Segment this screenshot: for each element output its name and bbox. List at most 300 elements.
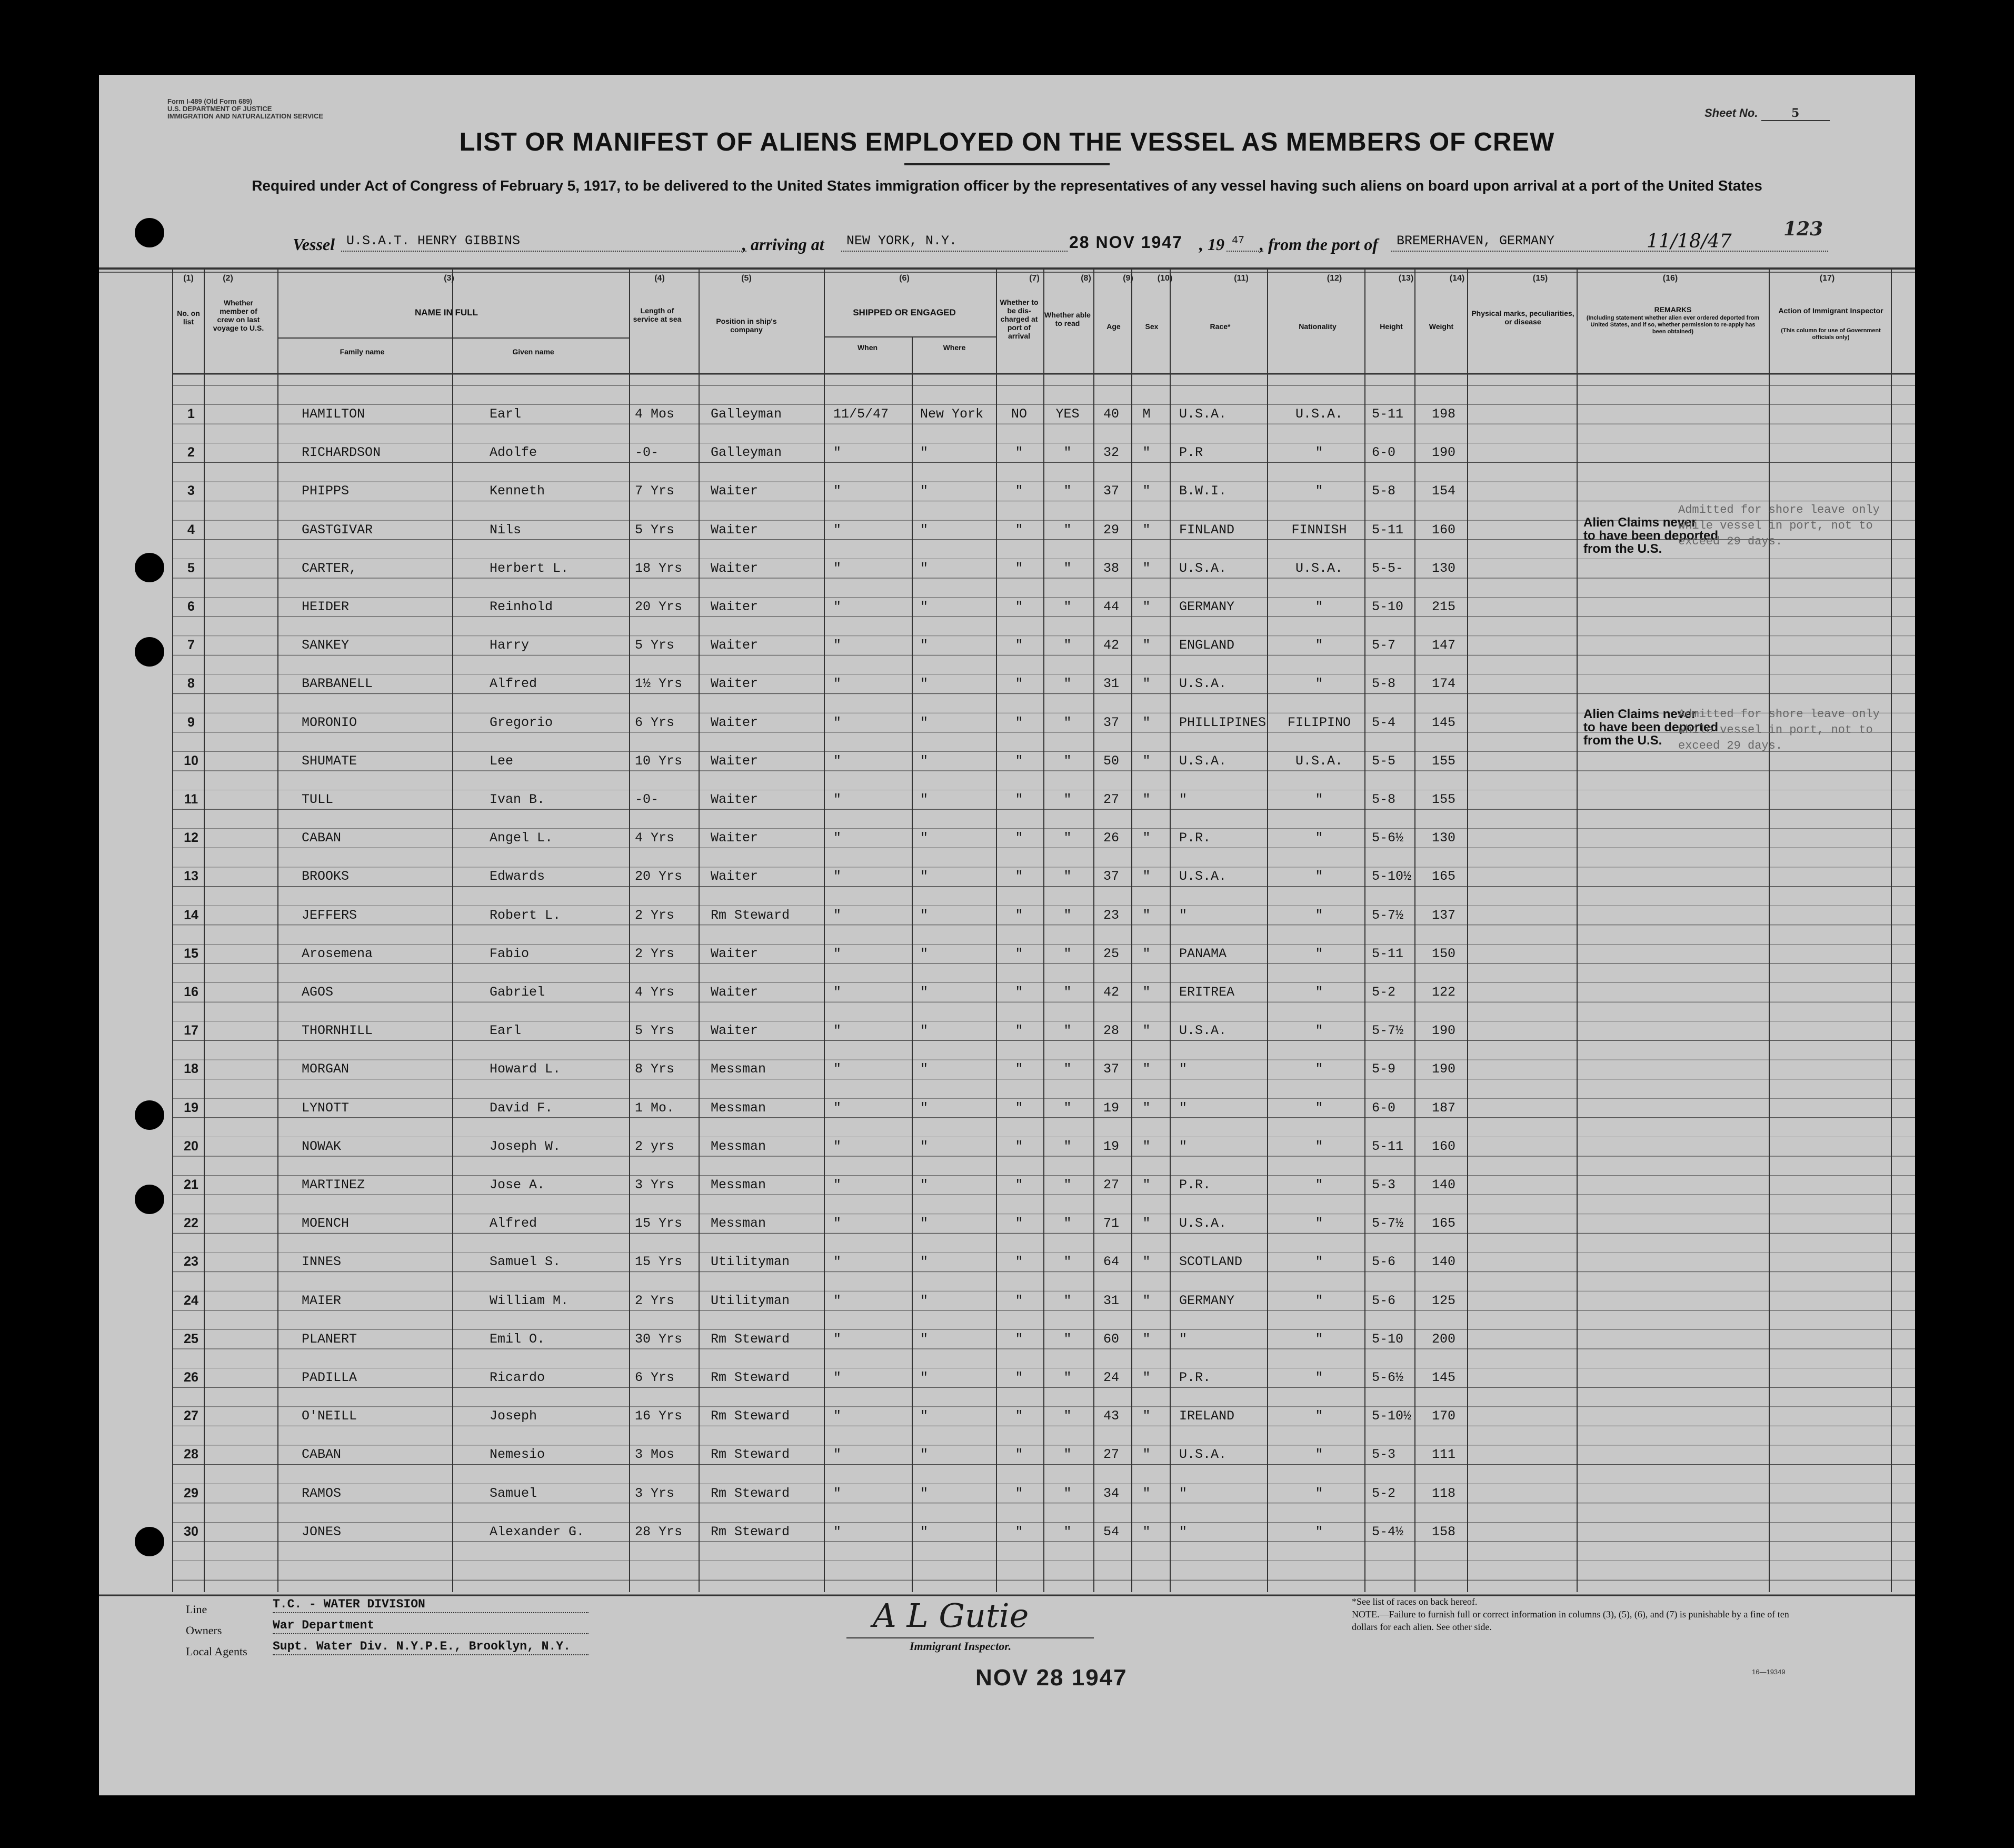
cell-height: 5-3	[1372, 1177, 1396, 1193]
cell-discharged: "	[1015, 1254, 1023, 1270]
cell-read: "	[1063, 714, 1072, 730]
cell-given: Robert L.	[490, 907, 561, 923]
cell-no: 25	[184, 1331, 198, 1346]
cell-race: P.R	[1179, 445, 1203, 461]
cell-sex: "	[1142, 753, 1151, 769]
col-number: (17)	[1819, 274, 1835, 283]
table-row	[99, 821, 1915, 858]
cell-no: 19	[184, 1100, 198, 1115]
cell-nationality: "	[1315, 1485, 1323, 1501]
table-row	[99, 782, 1915, 819]
cell-where: "	[920, 792, 929, 807]
cell-age: 19	[1103, 1100, 1120, 1116]
cell-service: 5 Yrs	[635, 1023, 675, 1039]
from-port: BREMERHAVEN, GERMANY	[1391, 232, 1828, 252]
cell-service: 20 Yrs	[635, 869, 683, 885]
cell-nationality: "	[1315, 1138, 1323, 1154]
cell-service: 6 Yrs	[635, 714, 675, 730]
cell-weight: 150	[1432, 946, 1456, 961]
cell-no: 1	[187, 406, 195, 421]
cell-no: 9	[187, 714, 195, 730]
cell-discharged: "	[1015, 869, 1023, 885]
cell-height: 5-11	[1372, 522, 1404, 538]
cell-sex: "	[1142, 907, 1151, 923]
cell-discharged: "	[1015, 753, 1023, 769]
cell-read: "	[1063, 830, 1072, 846]
cell-height: 5-2	[1372, 985, 1396, 1000]
cell-no: 13	[184, 869, 198, 884]
page-title: LIST OR MANIFEST OF ALIENS EMPLOYED ON THE VESSEL AS MEMBERS OF CREW	[459, 128, 1555, 156]
cell-age: 25	[1103, 946, 1120, 961]
cell-height: 5-7½	[1372, 1216, 1404, 1231]
line-value: T.C. - WATER DIVISION	[273, 1596, 589, 1613]
cell-given: Reinhold	[490, 599, 553, 614]
cell-no: 11	[184, 792, 198, 807]
cell-sex: M	[1142, 406, 1151, 422]
cell-where: "	[920, 1331, 929, 1347]
agents-value: Supt. Water Div. N.Y.P.E., Brooklyn, N.Y.	[273, 1638, 589, 1655]
cell-family: MAIER	[302, 1293, 342, 1308]
cell-weight: 160	[1432, 1138, 1456, 1154]
cell-no: 22	[184, 1216, 198, 1231]
cell-no: 29	[184, 1485, 198, 1501]
cell-weight: 122	[1432, 985, 1456, 1000]
cell-service: 4 Yrs	[635, 985, 675, 1000]
cell-no: 28	[184, 1447, 198, 1462]
cell-sex: "	[1142, 1293, 1151, 1308]
cell-family: NOWAK	[302, 1138, 342, 1154]
cell-service: 3 Mos	[635, 1447, 675, 1463]
cell-weight: 190	[1432, 1061, 1456, 1077]
cell-family: PLANERT	[302, 1331, 357, 1347]
cell-nationality: "	[1315, 985, 1323, 1000]
year-label: , 19	[1199, 235, 1224, 254]
cell-nationality: "	[1315, 1447, 1323, 1463]
cell-where: "	[920, 1254, 929, 1270]
owners-value: War Department	[273, 1617, 589, 1634]
cell-no: 4	[187, 522, 195, 537]
cell-height: 5-11	[1372, 406, 1404, 422]
cell-age: 31	[1103, 1293, 1120, 1308]
header-weight: Weight	[1429, 322, 1454, 331]
cell-read: "	[1063, 985, 1072, 1000]
cell-where: "	[920, 985, 929, 1000]
header-nationality: Nationality	[1299, 322, 1337, 331]
arriving-port: NEW YORK, N.Y.	[841, 232, 1068, 252]
header-height: Height	[1380, 322, 1403, 331]
cell-sex: "	[1142, 1447, 1151, 1463]
header-remarks: REMARKS	[1654, 305, 1692, 314]
table-row	[99, 859, 1915, 896]
cell-position: Waiter	[711, 560, 759, 576]
cell-no: 24	[184, 1293, 198, 1308]
cell-discharged: "	[1015, 1331, 1023, 1347]
cell-nationality: "	[1315, 676, 1323, 692]
year-value: 47	[1227, 232, 1263, 252]
cell-where: "	[920, 1138, 929, 1154]
cell-nationality: "	[1315, 1408, 1323, 1424]
cell-position: Waiter	[711, 830, 759, 846]
cell-discharged: "	[1015, 560, 1023, 576]
cell-family: MOENCH	[302, 1216, 350, 1231]
cell-weight: 145	[1432, 1370, 1456, 1385]
cell-nationality: "	[1315, 1331, 1323, 1347]
cell-sex: "	[1142, 638, 1151, 653]
cell-height: 5-11	[1372, 1138, 1404, 1154]
cell-service: 7 Yrs	[635, 483, 675, 499]
cell-nationality: "	[1315, 1370, 1323, 1385]
cell-service: 28 Yrs	[635, 1524, 683, 1539]
cell-where: "	[920, 599, 929, 614]
cell-service: 1½ Yrs	[635, 676, 683, 692]
cell-weight: 130	[1432, 560, 1456, 576]
cell-sex: "	[1142, 1331, 1151, 1347]
cell-race: FINLAND	[1179, 522, 1235, 538]
cell-service: 6 Yrs	[635, 1370, 675, 1385]
cell-age: 40	[1103, 406, 1120, 422]
cell-position: Messman	[711, 1138, 766, 1154]
cell-nationality: "	[1315, 907, 1323, 923]
cell-race: ERITREA	[1179, 985, 1235, 1000]
cell-given: Nils	[490, 522, 522, 538]
cell-given: Alexander G.	[490, 1524, 585, 1539]
cell-nationality: FILIPINO	[1287, 714, 1351, 730]
cell-no: 27	[184, 1408, 198, 1424]
cell-height: 5-10½	[1372, 1408, 1412, 1424]
cell-sex: "	[1142, 1216, 1151, 1231]
cell-sex: "	[1142, 1485, 1151, 1501]
cell-weight: 187	[1432, 1100, 1456, 1116]
header-shipped-engaged: SHIPPED OR ENGAGED	[853, 307, 956, 317]
cell-when: "	[833, 1254, 842, 1270]
races-note: *See list of races on back hereof.	[1352, 1596, 1478, 1607]
penalty-note: NOTE.—Failure to furnish full or correct information in columns (3), (5), (6), and (7) is punishable by a fine of ten dollars for each alien. See other side.	[1352, 1609, 1789, 1632]
cell-position: Waiter	[711, 753, 759, 769]
header-given-name: Given name	[512, 347, 554, 356]
cell-no: 6	[187, 599, 195, 614]
cell-sex: "	[1142, 869, 1151, 885]
table-row	[99, 1399, 1915, 1436]
cell-height: 5-7½	[1372, 1023, 1404, 1039]
cell-race: U.S.A.	[1179, 753, 1227, 769]
cell-discharged: "	[1015, 522, 1023, 538]
cell-weight: 165	[1432, 1216, 1456, 1231]
cell-where: "	[920, 638, 929, 653]
cell-when: "	[833, 830, 842, 846]
cell-when: "	[833, 1023, 842, 1039]
table-row	[99, 1091, 1915, 1128]
cell-read: "	[1063, 1447, 1072, 1463]
cell-weight: 154	[1432, 483, 1456, 499]
cell-where: "	[920, 753, 929, 769]
cell-family: Arosemena	[302, 946, 373, 961]
cell-family: AGOS	[302, 985, 334, 1000]
cell-weight: 155	[1432, 792, 1456, 807]
cell-when: "	[833, 985, 842, 1000]
cell-where: "	[920, 946, 929, 961]
cell-read: "	[1063, 946, 1072, 961]
cell-nationality: "	[1315, 483, 1323, 499]
remark-faint-row-9: Admitted for shore leave only while vessel in port, not to exceed 29 days.	[1678, 708, 1880, 752]
table-row	[99, 937, 1915, 973]
cell-read: "	[1063, 1061, 1072, 1077]
cell-weight: 215	[1432, 599, 1456, 614]
cell-where: "	[920, 1370, 929, 1385]
cell-height: 5-6	[1372, 1293, 1396, 1308]
cell-when: "	[833, 445, 842, 461]
cell-sex: "	[1142, 946, 1151, 961]
cell-family: SANKEY	[302, 638, 350, 653]
cell-when: "	[833, 792, 842, 807]
col-number: (10)	[1157, 274, 1173, 283]
cell-discharged: "	[1015, 714, 1023, 730]
cell-when: "	[833, 638, 842, 653]
cell-height: 5-3	[1372, 1447, 1396, 1463]
cell-given: Nemesio	[490, 1447, 545, 1463]
cell-read: "	[1063, 522, 1072, 538]
cell-where: "	[920, 1408, 929, 1424]
cell-height: 5-4	[1372, 714, 1396, 730]
owners-label: Owners	[186, 1624, 222, 1637]
cell-no: 30	[184, 1524, 198, 1539]
page-subtitle: Required under Act of Congress of February 5, 1917, to be delivered to the United States immigration officer by the representatives of any vessel having such aliens on board upon arrival at a port of the United States	[252, 177, 1762, 194]
cell-sex: "	[1142, 1177, 1151, 1193]
cell-race: B.W.I.	[1179, 483, 1227, 499]
arriving-label: , arriving at	[742, 235, 824, 254]
cell-read: "	[1063, 792, 1072, 807]
cell-where: "	[920, 676, 929, 692]
cell-read: "	[1063, 1254, 1072, 1270]
cell-height: 6-0	[1372, 1100, 1396, 1116]
cell-weight: 198	[1432, 406, 1456, 422]
cell-no: 8	[187, 676, 195, 691]
cell-service: 15 Yrs	[635, 1216, 683, 1231]
form-code: 16—19349	[1752, 1668, 1786, 1676]
cell-height: 5-6½	[1372, 1370, 1404, 1385]
cell-where: "	[920, 560, 929, 576]
cell-when: "	[833, 1331, 842, 1347]
cell-discharged: "	[1015, 1370, 1023, 1385]
cell-position: Waiter	[711, 599, 759, 614]
cell-read: "	[1063, 1524, 1072, 1539]
col-number: (13)	[1398, 274, 1414, 283]
cell-race: "	[1179, 1061, 1188, 1077]
cell-family: JONES	[302, 1524, 342, 1539]
cell-where: "	[920, 1216, 929, 1231]
cell-position: Messman	[711, 1061, 766, 1077]
cell-weight: 140	[1432, 1254, 1456, 1270]
cell-service: 3 Yrs	[635, 1177, 675, 1193]
cell-no: 10	[184, 753, 198, 768]
cell-read: "	[1063, 1331, 1072, 1347]
cell-given: Earl	[490, 1023, 522, 1039]
cell-family: CARTER,	[302, 560, 357, 576]
cell-height: 5-8	[1372, 483, 1396, 499]
header-sex: Sex	[1145, 322, 1159, 331]
cell-position: Messman	[711, 1216, 766, 1231]
signature-line	[846, 1637, 1094, 1638]
cell-nationality: "	[1315, 1254, 1323, 1270]
cell-service: 3 Yrs	[635, 1485, 675, 1501]
from-port-label: , from the port of	[1260, 235, 1378, 254]
cell-height: 5-2	[1372, 1485, 1396, 1501]
cell-read: "	[1063, 869, 1072, 885]
cell-sex: "	[1142, 522, 1151, 538]
cell-height: 5-10½	[1372, 869, 1412, 885]
table-row	[99, 590, 1915, 627]
cell-no: 5	[187, 560, 195, 575]
cell-age: 37	[1103, 483, 1120, 499]
cell-family: HAMILTON	[302, 406, 365, 422]
cell-given: Gregorio	[490, 714, 553, 730]
cell-service: -0-	[635, 792, 659, 807]
cell-position: Rm Steward	[711, 1408, 790, 1424]
cell-discharged: "	[1015, 483, 1023, 499]
cell-discharged: "	[1015, 1061, 1023, 1077]
cell-no: 26	[184, 1370, 198, 1385]
col-number: (6)	[899, 274, 910, 283]
cell-where: "	[920, 830, 929, 846]
col-number: (5)	[741, 274, 752, 283]
table-row	[99, 1052, 1915, 1089]
cell-service: 20 Yrs	[635, 599, 683, 614]
cell-weight: 200	[1432, 1331, 1456, 1347]
cell-height: 5-8	[1372, 676, 1396, 692]
cell-sex: "	[1142, 985, 1151, 1000]
cell-service: 5 Yrs	[635, 522, 675, 538]
cell-age: 42	[1103, 638, 1120, 653]
cell-weight: 174	[1432, 676, 1456, 692]
cell-given: Alfred	[490, 676, 537, 692]
cell-given: Kenneth	[490, 483, 545, 499]
cell-family: O'NEILL	[302, 1408, 357, 1424]
table-row	[99, 1284, 1915, 1320]
cell-weight: 155	[1432, 753, 1456, 769]
cell-height: 5-9	[1372, 1061, 1396, 1077]
header-length-service: Length of service at sea	[633, 306, 682, 323]
table-row	[99, 397, 1915, 434]
cell-age: 60	[1103, 1331, 1120, 1347]
cell-when: "	[833, 1177, 842, 1193]
cell-weight: 145	[1432, 714, 1456, 730]
cell-read: "	[1063, 638, 1072, 653]
cell-given: Edwards	[490, 869, 545, 885]
cell-position: Rm Steward	[711, 1370, 790, 1385]
cell-weight: 170	[1432, 1408, 1456, 1424]
cell-age: 42	[1103, 985, 1120, 1000]
cell-position: Rm Steward	[711, 1331, 790, 1347]
cell-where: "	[920, 1100, 929, 1116]
cell-read: "	[1063, 907, 1072, 923]
cell-nationality: "	[1315, 946, 1323, 961]
cell-no: 12	[184, 830, 198, 846]
cell-service: 30 Yrs	[635, 1331, 683, 1347]
cell-when: "	[833, 714, 842, 730]
line-label: Line	[186, 1603, 207, 1616]
cell-height: 5-10	[1372, 599, 1404, 614]
cell-given: Fabio	[490, 946, 530, 961]
cell-age: 54	[1103, 1524, 1120, 1539]
cell-no: 16	[184, 985, 198, 999]
cell-weight: 137	[1432, 907, 1456, 923]
table-row	[99, 1437, 1915, 1474]
cell-discharged: "	[1015, 1100, 1023, 1116]
header-discharged: Whether to be dis-charged at port of arrival	[1000, 298, 1039, 340]
cell-sex: "	[1142, 599, 1151, 614]
cell-when: "	[833, 1524, 842, 1539]
footer-notes	[1352, 1595, 1804, 1633]
header-where: Where	[943, 343, 966, 352]
cell-where: "	[920, 483, 929, 499]
col-number: (15)	[1532, 274, 1548, 283]
cell-position: Waiter	[711, 985, 759, 1000]
cell-race: GERMANY	[1179, 599, 1235, 614]
header-able-read: Whether able to read	[1044, 311, 1091, 327]
cell-age: 44	[1103, 599, 1120, 614]
cell-nationality: "	[1315, 638, 1323, 653]
cell-race: GERMANY	[1179, 1293, 1235, 1308]
cell-read: "	[1063, 1293, 1072, 1308]
cell-sex: "	[1142, 1370, 1151, 1385]
cell-given: Emil O.	[490, 1331, 545, 1347]
cell-no: 15	[184, 946, 198, 961]
cell-weight: 165	[1432, 869, 1456, 885]
cell-given: David F.	[490, 1100, 553, 1116]
cell-position: Waiter	[711, 676, 759, 692]
cell-read: "	[1063, 560, 1072, 576]
table-row	[99, 898, 1915, 935]
table-row	[99, 1206, 1915, 1243]
cell-weight: 147	[1432, 638, 1456, 653]
vessel-name: U.S.A.T. HENRY GIBBINS	[341, 232, 746, 252]
cell-where: New York	[920, 406, 984, 422]
cell-family: MORONIO	[302, 714, 357, 730]
cell-race: "	[1179, 907, 1188, 923]
col-number: (1)	[183, 274, 194, 283]
cell-age: 29	[1103, 522, 1120, 538]
table-row	[99, 1014, 1915, 1050]
cell-where: "	[920, 1524, 929, 1539]
cell-nationality: U.S.A.	[1295, 560, 1343, 576]
cell-given: Ricardo	[490, 1370, 545, 1385]
cell-read: "	[1063, 1216, 1072, 1231]
cell-when: "	[833, 522, 842, 538]
table-row	[99, 667, 1915, 703]
cell-where: "	[920, 1061, 929, 1077]
cell-service: 2 Yrs	[635, 1293, 675, 1308]
cell-nationality: U.S.A.	[1295, 406, 1343, 422]
cell-age: 43	[1103, 1408, 1120, 1424]
cell-when: "	[833, 753, 842, 769]
cell-family: LYNOTT	[302, 1100, 350, 1116]
cell-read: "	[1063, 1138, 1072, 1154]
cell-service: 10 Yrs	[635, 753, 683, 769]
cell-family: INNES	[302, 1254, 342, 1270]
header-position: Position in ship's company	[716, 317, 777, 334]
cell-given: Alfred	[490, 1216, 537, 1231]
cell-read: "	[1063, 1408, 1072, 1424]
cell-race: U.S.A.	[1179, 1023, 1227, 1039]
cell-race: "	[1179, 792, 1188, 807]
cell-when: "	[833, 1216, 842, 1231]
cell-age: 27	[1103, 792, 1120, 807]
cell-position: Waiter	[711, 638, 759, 653]
cell-race: PANAMA	[1179, 946, 1227, 961]
cell-given: Angel L.	[490, 830, 553, 846]
cell-nationality: U.S.A.	[1295, 753, 1343, 769]
cell-race: "	[1179, 1138, 1188, 1154]
cell-position: Waiter	[711, 483, 759, 499]
